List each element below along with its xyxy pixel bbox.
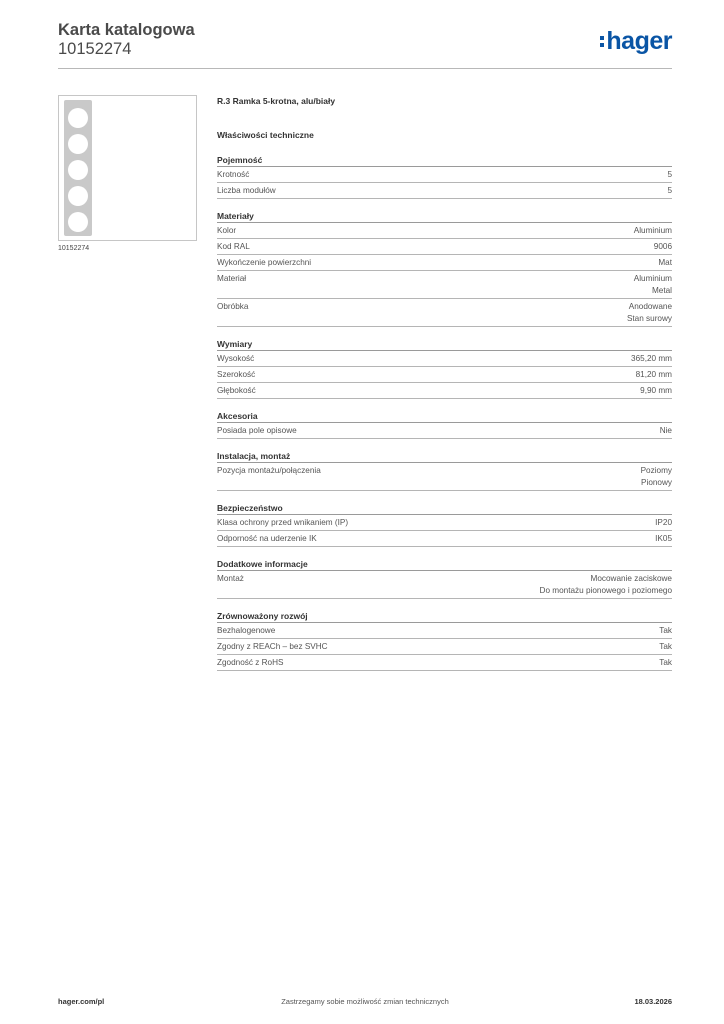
spec-value: [655, 533, 672, 545]
spec-value-line: Mocowanie zaciskowe: [590, 574, 672, 583]
spec-row: [217, 463, 672, 491]
spec-label: Odporność na uderzenie IK: [217, 534, 317, 543]
spec-sections: [217, 154, 672, 671]
spec-value: [659, 657, 672, 669]
spec-value: [667, 185, 672, 197]
section-title: Zrównoważony rozwój: [217, 610, 672, 623]
spec-row: [217, 639, 672, 655]
spec-label: Montaż: [217, 574, 244, 583]
footer-website[interactable]: hager.com/pl: [58, 997, 105, 1006]
spec-row: [217, 531, 672, 547]
spec-label: Materiał: [217, 274, 247, 283]
spec-row: [217, 515, 672, 531]
footer-disclaimer: Zastrzegamy sobie możliwość zmian technicznych: [281, 997, 449, 1006]
spec-value: [631, 353, 672, 365]
section-title: Dodatkowe informacje: [217, 558, 672, 571]
section-title: Akcesoria: [217, 410, 672, 423]
spec-section: [217, 558, 672, 599]
spec-row: [217, 223, 672, 239]
spec-row: [217, 239, 672, 255]
spec-value: [659, 625, 672, 637]
spec-label: Pozycja montażu/połączenia: [217, 466, 321, 475]
spec-section: [217, 154, 672, 199]
document-number: 10152274: [58, 40, 132, 58]
spec-value: [641, 465, 672, 489]
spec-label: Krotność: [217, 170, 250, 179]
section-title: Bezpieczeństwo: [217, 502, 672, 515]
spec-row: [217, 367, 672, 383]
spec-label: Liczba modułów: [217, 186, 276, 195]
spec-value-line: Anodowane: [628, 302, 672, 311]
spec-value-line: Pionowy: [641, 478, 672, 487]
spec-value: [636, 369, 672, 381]
spec-value-line: Metal: [651, 286, 672, 295]
spec-value-line: 9006: [653, 242, 672, 251]
spec-row: [217, 167, 672, 183]
spec-section: [217, 210, 672, 327]
spec-label: Zgodny z REACh – bez SVHC: [217, 642, 328, 651]
spec-value-line: 9,90 mm: [640, 386, 672, 395]
spec-value-line: Nie: [659, 426, 672, 435]
socket-opening: [68, 160, 88, 180]
spec-value-line: Do montażu pionowego i poziomego: [539, 586, 672, 595]
spec-value-line: Aluminium: [633, 274, 672, 283]
header-divider: [58, 68, 672, 69]
spec-row: [217, 271, 672, 299]
spec-row: [217, 623, 672, 639]
spec-label: Klasa ochrony przed wnikaniem (IP): [217, 518, 349, 527]
spec-value-line: Tak: [659, 626, 672, 635]
socket-opening: [68, 134, 88, 154]
product-name: R.3 Ramka 5-krotna, alu/biały: [217, 96, 336, 106]
section-title: Wymiary: [217, 338, 672, 351]
spec-value: [640, 385, 672, 397]
spec-value: [660, 425, 672, 437]
spec-label: Wysokość: [217, 354, 255, 363]
spec-section: [217, 610, 672, 671]
spec-value-line: Tak: [659, 642, 672, 651]
spec-value: [658, 257, 672, 269]
spec-label: Zgodność z RoHS: [217, 658, 284, 667]
spec-value-line: 365,20 mm: [631, 354, 672, 363]
page-header: [58, 20, 672, 70]
product-image: [58, 95, 197, 241]
spec-value-line: 81,20 mm: [635, 370, 672, 379]
spec-label: Bezhalogenowe: [217, 626, 276, 635]
spec-value-line: 5: [667, 186, 672, 195]
spec-value: [634, 225, 672, 237]
socket-opening: [68, 186, 88, 206]
logo-colon-icon: [600, 36, 604, 47]
spec-value-line: Poziomy: [640, 466, 672, 475]
spec-row: [217, 423, 672, 439]
spec-value: [655, 517, 672, 529]
spec-label: Kod RAL: [217, 242, 250, 251]
spec-row: [217, 255, 672, 271]
specs-heading: Właściwości techniczne: [217, 130, 314, 140]
spec-value-line: Tak: [659, 658, 672, 667]
spec-row: [217, 299, 672, 327]
spec-value: [667, 169, 672, 181]
frame-illustration: [64, 100, 92, 236]
spec-row: [217, 351, 672, 367]
footer-date: 18.03.2026: [634, 997, 672, 1006]
spec-label: Posiada pole opisowe: [217, 426, 297, 435]
spec-label: Głębokość: [217, 386, 256, 395]
spec-row: [217, 571, 672, 599]
spec-value-line: 5: [667, 170, 672, 179]
socket-opening: [68, 108, 88, 128]
spec-value-line: Stan surowy: [626, 314, 672, 323]
spec-section: [217, 338, 672, 399]
section-title: Pojemność: [217, 154, 672, 167]
logo-text: hager: [606, 27, 672, 55]
spec-value-line: Mat: [658, 258, 672, 267]
spec-value-line: Aluminium: [633, 226, 672, 235]
spec-value: [540, 573, 672, 597]
section-title: Materiały: [217, 210, 672, 223]
spec-section: [217, 450, 672, 491]
spec-section: [217, 502, 672, 547]
spec-label: Szerokość: [217, 370, 256, 379]
hager-logo: [600, 28, 672, 54]
spec-value: [654, 241, 672, 253]
spec-label: Wykończenie powierzchni: [217, 258, 312, 267]
spec-label: Obróbka: [217, 302, 249, 311]
spec-value: [634, 273, 672, 297]
image-caption: 10152274: [58, 245, 90, 252]
section-title: Instalacja, montaż: [217, 450, 672, 463]
spec-value-line: IP20: [655, 518, 672, 527]
spec-label: Kolor: [217, 226, 237, 235]
spec-row: [217, 383, 672, 399]
socket-opening: [68, 212, 88, 232]
page-footer: [58, 997, 672, 1011]
document-title: Karta katalogowa: [58, 21, 195, 39]
spec-section: [217, 410, 672, 439]
spec-row: [217, 183, 672, 199]
spec-value: [659, 641, 672, 653]
spec-row: [217, 655, 672, 671]
spec-value: [627, 301, 672, 325]
spec-content: [217, 95, 672, 671]
spec-value-line: IK05: [655, 534, 672, 543]
